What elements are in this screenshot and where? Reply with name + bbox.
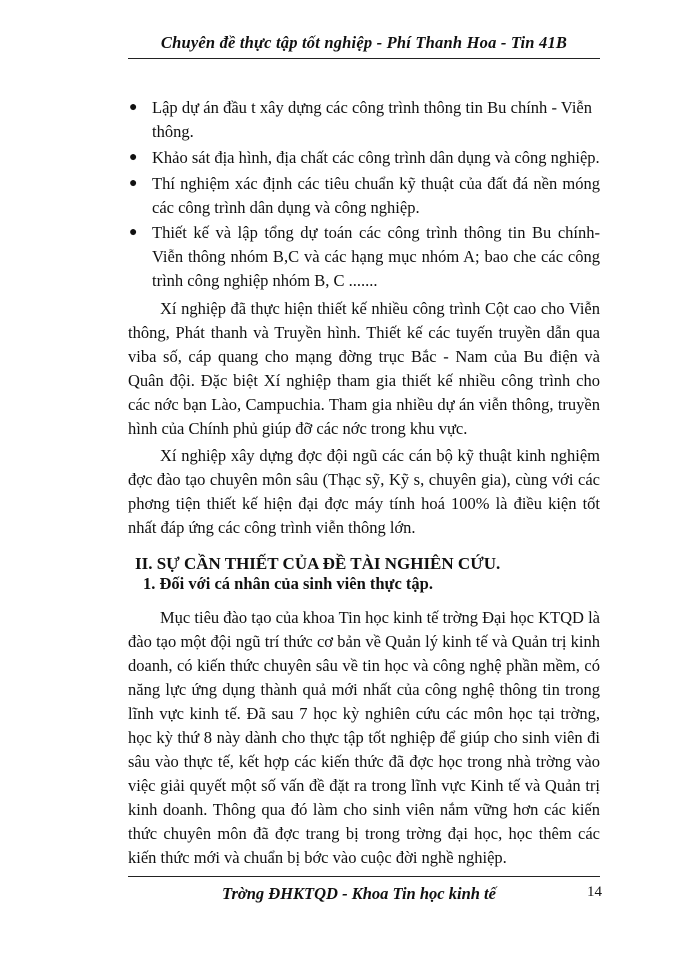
sub-heading: 1. Đối với cá nhân của sinh viên thực tập. (143, 574, 433, 593)
bullet-dot-icon: ● (129, 176, 138, 191)
page-number: 14 (587, 884, 602, 900)
bullet-text: Thí nghiệm xác định các tiêu chuẩn kỹ thuật của đất đá nền móng các công trình dân dụng và công nghiệp. (152, 174, 600, 217)
bullet-item (129, 172, 600, 220)
footer-rule (128, 876, 600, 877)
paragraph-objectives: Mục tiêu đào tạo của khoa Tin học kinh tế trờng Đại học KTQD là đào tạo một đội ngũ trí thức cơ bản về Quản lý kinh tế và Quản trị kinh doanh, có kiến thức chuyên sâu về tin học và công nghệ phần mềm, có năng lực ứng dụng thành quả mới nhất của công nghệ thông tin trong lĩnh vực kinh tế. Đã sau 7 học kỳ nghiên cứu các môn học tại trờng, học kỳ thứ 8 này dành cho thực tập tốt nghiệp để giúp cho sinh viên đi sâu vào thực tế, kết hợp các kiến thức đã đợc học trong nhà trờng vào việc giải quyết một số vấn đề đặt ra trong lĩnh vực Kinh tế và Quản trị kinh doanh. Thông qua đó làm cho sinh viên nắm vững hơn các kiến thức chuyên môn đã đợc trang bị trong trờng đại học, học thêm các kiến thức mới và chuẩn bị bớc vào cuộc đời nghề nghiệp. (128, 608, 600, 867)
paragraph-staff: Xí nghiệp xây dựng đợc đội ngũ các cán bộ kỹ thuật kinh nghiệm đợc đào tạo chuyên môn sâu (Thạc sỹ, Kỹ s, chuyên gia), cùng với các phơng tiện thiết kế hiện đại đợc máy tính hoá 100% là điều kiện tốt nhất đáp ứng các công trình viễn thông lớn. (128, 446, 600, 537)
page-header: Chuyên đề thực tập tốt nghiệp - Phí Thanh Hoa - Tin 41B (160, 33, 568, 52)
paragraph-projects: Xí nghiệp đã thực hiện thiết kế nhiều công trình Cột cao cho Viễn thông, Phát thanh và Truyền hình. Thiết kế các tuyến truyền dẫn qua viba số, cáp quang cho mạng đờng trục Bắc - Nam của Bu điện và Quân đội. Đặc biệt Xí nghiệp tham gia thiết kế nhiều công trình cho các nớc bạn Lào, Campuchia. Tham gia nhiều dự án viễn thông, truyền hình của Chính phủ giúp đỡ các nớc trong khu vực. (128, 299, 600, 438)
bullet-item (129, 146, 600, 170)
bullet-text: Lập dự án đầu t xây dựng các công trình thông tin Bu chính - Viễn thông. (152, 98, 592, 141)
header-rule (128, 58, 600, 59)
bullet-dot-icon: ● (129, 225, 138, 240)
footer-text: Trờng ĐHKTQD - Khoa Tin học kinh tế (222, 884, 496, 903)
bullet-text: Thiết kế và lập tổng dự toán các công trình thông tin Bu chính- Viễn thông nhóm B,C và các hạng mục nhóm A; bao che các công trình công nghiệp nhóm B, C ....... (152, 223, 600, 290)
bullet-item (129, 221, 600, 293)
bullet-dot-icon: ● (129, 100, 138, 115)
bullet-dot-icon: ● (129, 150, 138, 165)
section-heading: II. SỰ CẦN THIẾT CỦA ĐỀ TÀI NGHIÊN CỨU. (135, 554, 501, 573)
bullet-text: Khảo sát địa hình, địa chất các công trình dân dụng và công nghiệp. (152, 148, 600, 167)
bullet-item (129, 96, 600, 144)
